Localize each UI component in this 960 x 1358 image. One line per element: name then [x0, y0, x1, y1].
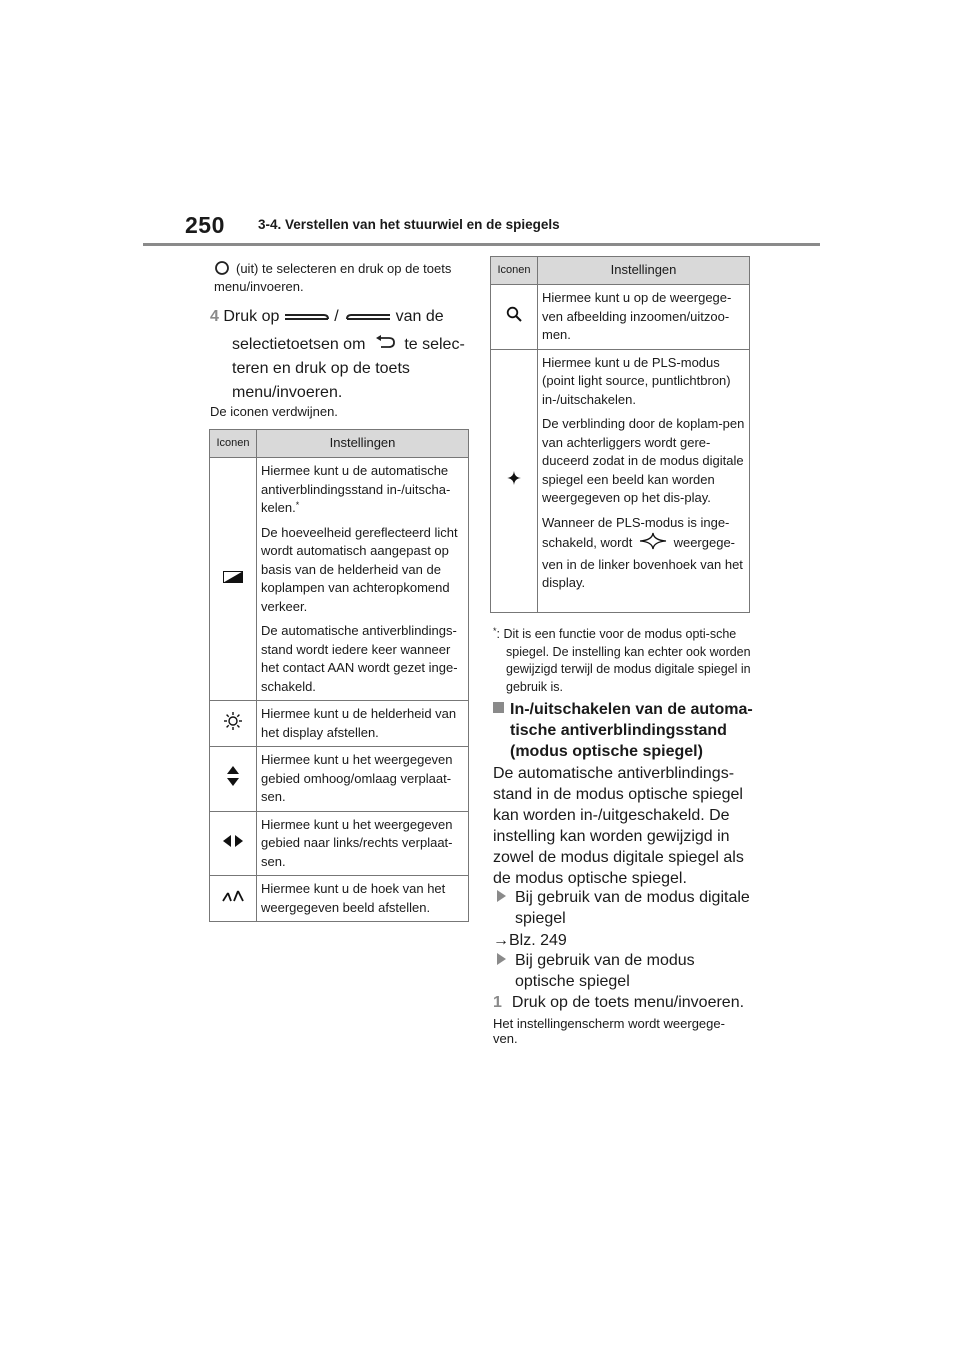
step-1 — [493, 992, 744, 1013]
table-text: Hiermee kunt u het weergegeven gebied naar links/rechts verplaat-sen. — [261, 816, 453, 869]
step-number: 1 — [493, 994, 502, 1011]
power-icon — [214, 260, 230, 279]
table-header-settings: Instellingen — [257, 430, 469, 458]
table-text: Hiermee kunt u de automatische antiverblindingsstand in-/uitscha-kelen.* — [261, 463, 451, 515]
right-selector-key-icon — [343, 305, 391, 329]
step-text: Druk op — [223, 308, 280, 326]
bullet-arrow-icon — [497, 953, 506, 965]
bullet-arrow-icon — [497, 890, 506, 902]
footnote-marker: * — [295, 500, 300, 510]
bullet-text: Bij gebruik van de modus digitale spiegel — [515, 889, 750, 927]
step-text: Druk op de toets menu/invoeren. — [511, 994, 745, 1011]
footnote — [493, 626, 753, 696]
table-header-icons: Iconen — [210, 430, 257, 458]
result-text-2: Het instellingenscherm wordt weergege-ven. — [493, 1016, 725, 1046]
intro-paragraph — [210, 260, 472, 294]
table-row — [210, 701, 469, 747]
page-reference[interactable]: →Blz. 249 — [493, 932, 567, 949]
zoom-icon — [506, 310, 522, 325]
return-icon — [374, 333, 396, 357]
footnote-text: : Dit is een functie voor de modus opti-sche spiegel. De instelling kan echter ook worden gewijzigd terwijl de modus digitale spiegel in gebruik is. — [496, 627, 751, 694]
table-text: De automatische antiverblindings-stand wordt iedere keer wanneer het contact AAN wordt gezet inge-schakeld. — [261, 623, 458, 694]
table-row — [491, 349, 750, 612]
pls-icon — [506, 474, 522, 489]
table-row — [491, 285, 750, 350]
section-title: 3-4. Verstellen van het stuurwiel en de spiegels — [258, 217, 560, 232]
heading-marker-icon — [493, 702, 504, 713]
table-row — [210, 876, 469, 922]
bullet-2 — [493, 950, 751, 992]
table-text: De hoeveelheid gereflecteerd licht wordt automatisch aangepast op basis van de helderheid van de koplampen van achteropkomend verkeer. — [261, 524, 458, 614]
step-text: van de — [395, 308, 444, 326]
left-right-arrows-icon — [222, 836, 244, 851]
table-row — [210, 811, 469, 876]
table-row — [210, 747, 469, 812]
step-text: menu/invoeren. — [232, 384, 343, 402]
step-separator: / — [334, 308, 339, 326]
step-text: teren en druk op de toets — [232, 360, 410, 378]
auto-antiglare-icon — [223, 571, 243, 586]
step-text: selectietoetsen om — [232, 336, 366, 354]
step-text: te selec- — [404, 336, 465, 354]
table-text: Hiermee kunt u de helderheid van het display afstellen. — [261, 706, 457, 740]
step-4 — [210, 305, 472, 405]
intro-text: (uit) te selecteren en druk op de toets menu/invoeren. — [214, 260, 452, 294]
left-selector-key-icon — [284, 305, 330, 329]
table-text: De verblinding door de koplam-pen van achterliggers wordt gere-duceerd zodat in de modus digitale spiegel een beeld kan worden weergegeven op het dis-play. — [542, 416, 745, 505]
bullet-1 — [493, 887, 751, 929]
pls-indicator-icon — [639, 532, 667, 556]
table-text: Hiermee kunt u het weergegeven gebied omhoog/omlaag verplaat-sen. — [261, 752, 453, 804]
subheading — [493, 699, 753, 762]
table-header-icons: Iconen — [491, 257, 538, 285]
table-header-settings: Instellingen — [538, 257, 750, 285]
icon-table-right — [490, 256, 750, 613]
bullet-text: Bij gebruik van de modus optische spiegel — [515, 952, 695, 990]
result-text: De iconen verdwijnen. — [210, 404, 338, 419]
table-text: Hiermee kunt u de PLS-modus (point light source, puntlichtbron) in-/uitschakelen. — [542, 354, 731, 407]
page-number: 250 — [185, 212, 225, 238]
up-down-arrows-icon — [226, 775, 240, 790]
body-paragraph: De automatische antiverblindings-stand in de modus optische spiegel kan worden in-/uitgeschakeld. De instelling kan worden gewijzigd in zowel de modus digitale spiegel als de modus optische spiegel. — [493, 765, 744, 887]
subheading-text: In-/uitschakelen van de automa-tische antiverblindingsstand (modus optische spiegel) — [510, 701, 753, 760]
footnote-marker: * — [493, 626, 497, 636]
table-text: Wanneer de PLS-modus is inge- schakeld, wordt weergege- ven in de linker bovenhoek van het display. — [542, 514, 743, 590]
step-number: 4 — [210, 308, 219, 326]
icon-table-left — [209, 429, 469, 922]
angle-icon — [222, 891, 244, 906]
table-text: Hiermee kunt u de hoek van het weergegeven beeld afstellen. — [261, 881, 446, 915]
brightness-icon — [223, 719, 243, 734]
table-row — [210, 458, 469, 701]
header-rule — [143, 243, 820, 246]
table-text: Hiermee kunt u op de weergege-ven afbeelding inzoomen/uitzoo-men. — [542, 290, 732, 342]
